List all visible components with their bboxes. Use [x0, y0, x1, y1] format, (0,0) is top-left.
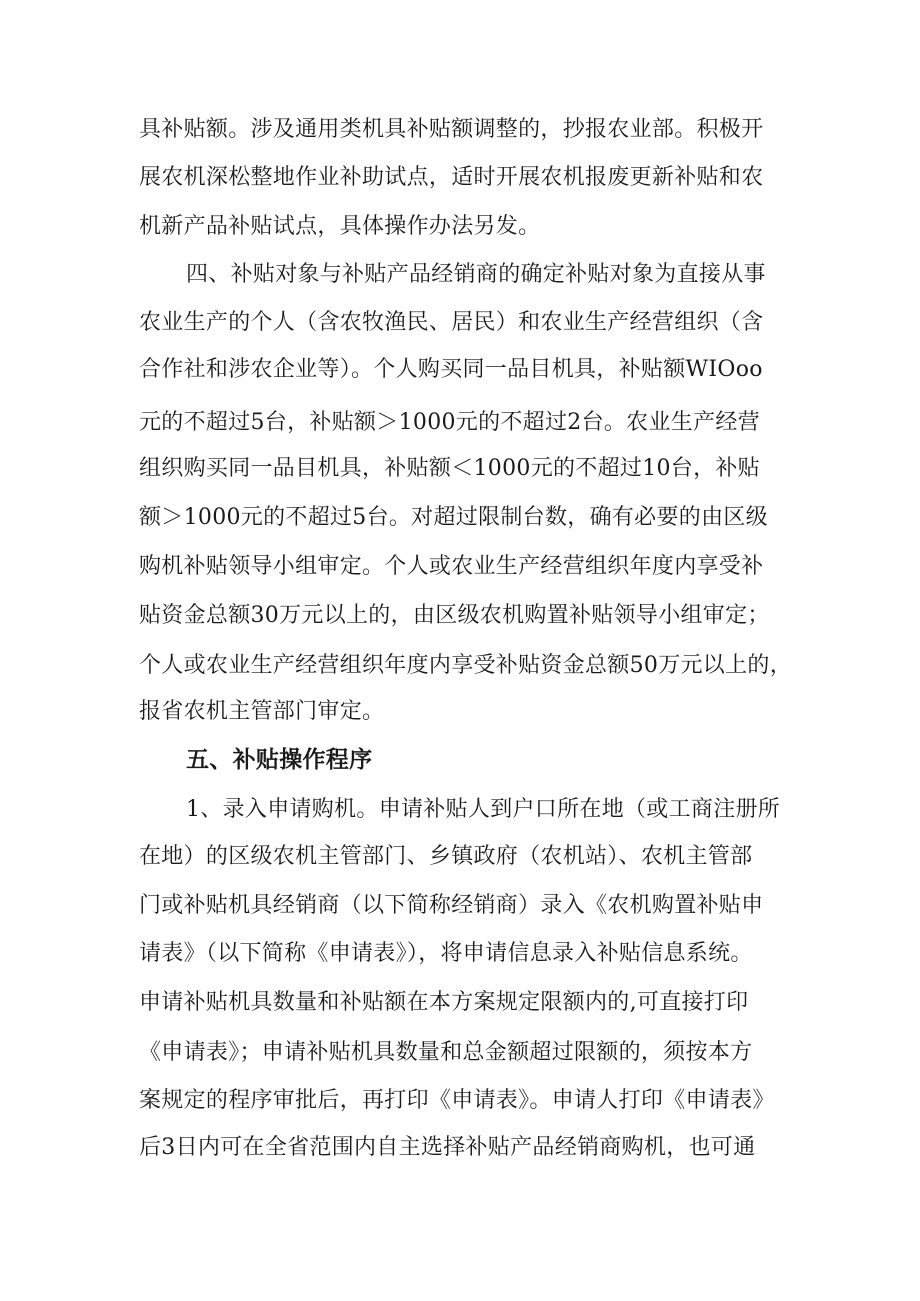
- text-line: 在地）的区级农机主管部门、乡镇政府（农机站）、农机主管部: [139, 844, 753, 869]
- paragraph-4-line: 四、补贴对象与补贴产品经销商的确定补贴对象为直接从事: [186, 262, 766, 287]
- text-line: 案规定的程序审批后，再打印《申请表》。申请人打印《申请表》: [139, 1088, 775, 1113]
- text-line: 贴资金总额30万元以上的，由区级农机购置补贴领导小组审定；: [139, 603, 770, 628]
- text-line: 组织购买同一品目机具，补贴额＜1000元的不超过10台，补贴: [139, 456, 760, 481]
- text-line: 请表》（以下简称《申请表》），将申请信息录入补贴信息系统。: [139, 941, 753, 966]
- text-line: 合作社和涉农企业等）。个人购买同一品目机具，补贴额WIOoo: [139, 357, 763, 382]
- text-line: 农业生产的个人（含农牧渔民、居民）和农业生产经营组织（含: [139, 310, 764, 335]
- text-line: 额＞1000元的不超过5台。对超过限制台数，确有必要的由区级: [139, 505, 768, 530]
- text-line: 后3日内可在全省范围内自主选择补贴产品经销商购机，也可通: [139, 1135, 756, 1160]
- section-heading: 五、补贴操作程序: [186, 747, 373, 773]
- text-line: 报省农机主管部门审定。: [139, 699, 385, 724]
- text-line: 购机补贴领导小组审定。个人或农业生产经营组织年度内享受补: [139, 554, 764, 579]
- text-line: 个人或农业生产经营组织年度内享受补贴资金总额50万元以上的，: [139, 653, 792, 678]
- text-line: 门或补贴机具经销商（以下简称经销商）录入《农机购置补贴申: [139, 893, 764, 918]
- text-line: 机新产品补贴试点，具体操作办法另发。: [139, 214, 541, 239]
- text-line: 《申请表》；申请补贴机具数量和总金额超过限额的，须按本方: [139, 1040, 753, 1065]
- text-line: 展农机深松整地作业补助试点，适时开展农机报废更新补贴和农: [139, 165, 764, 190]
- text-line: 申请补贴机具数量和补贴额在本方案规定限额内的,可直接打印: [139, 990, 749, 1015]
- text-line: 元的不超过5台，补贴额＞1000元的不超过2台。农业生产经营: [139, 410, 760, 435]
- paragraph-5-1-line: 1、录入申请购机。申请补贴人到户口所在地（或工商注册所: [186, 797, 781, 822]
- text-line: 具补贴额。涉及通用类机具补贴额调整的，抄报农业部。积极开: [139, 117, 764, 142]
